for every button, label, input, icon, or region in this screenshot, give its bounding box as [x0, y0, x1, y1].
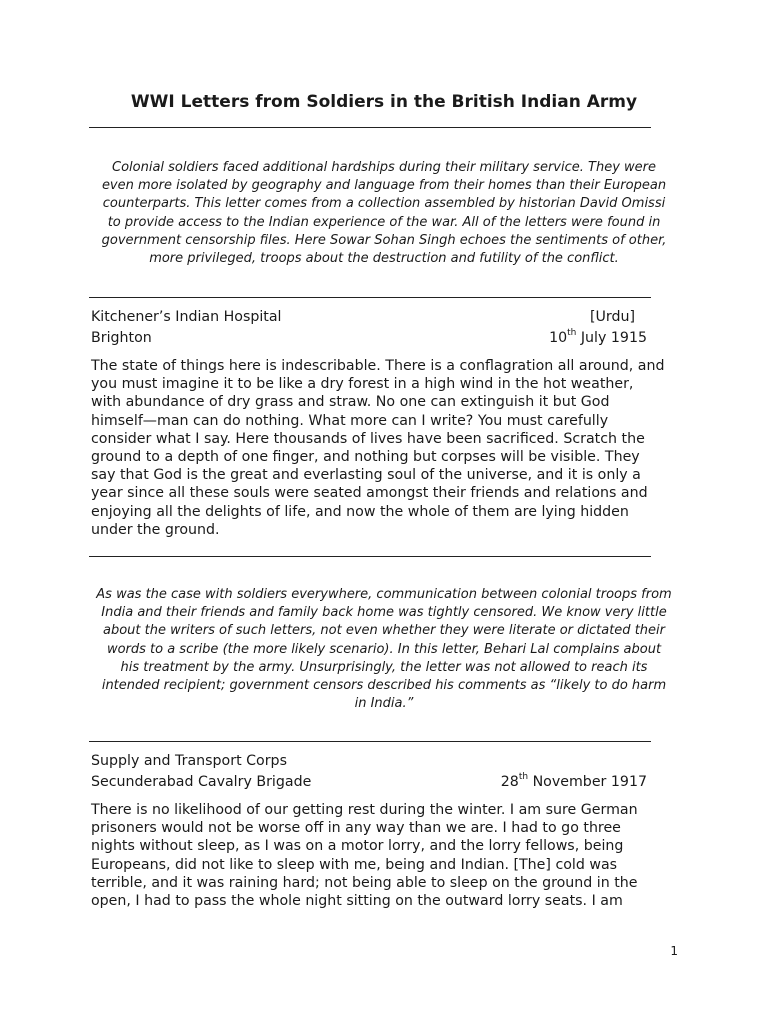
intro-line: As was the case with soldiers everywhere, communication between colonial troops from — [96, 587, 672, 602]
intro-line: even more isolated by geography and language from their homes than their European — [101, 178, 667, 194]
letter-2-brigade: Secunderabad Cavalry Brigade — [91, 774, 312, 790]
body-line: you must imagine it to be like a dry forest in a high wind in the hot weather, — [91, 376, 634, 393]
intro-line: in India.” — [354, 696, 414, 712]
body-line: enjoying all the delights of life, and now the whole of them are lying hidden — [91, 503, 629, 520]
letter-2-body — [91, 801, 671, 910]
intro-line: more privileged, troops about the destruction and futility of the conflict. — [149, 251, 619, 267]
letter-1-date: 10th July 1915 — [549, 328, 647, 346]
section-divider — [89, 297, 651, 298]
body-line: The state of things here is indescribable. There is a conflagration all around, and — [91, 358, 665, 374]
letter-2-header — [91, 751, 647, 793]
body-line: nights without sleep, as I was on a motor lorry, and the lorry fellows, being — [91, 838, 624, 855]
intro-line: Colonial soldiers faced additional hardships during their military service. They were — [112, 160, 656, 175]
page-number: 1 — [670, 944, 678, 958]
body-line: open, I had to pass the whole night sitting on the outward lorry seats. I am — [91, 893, 623, 910]
section-divider — [89, 556, 651, 557]
body-line: terrible, and it was raining hard; not being able to sleep on the ground in the — [91, 874, 638, 891]
body-line: under the ground. — [91, 521, 220, 538]
section-divider — [89, 741, 651, 742]
body-line: consider what I say. Here thousands of lives have been sacrificed. Scratch the — [91, 430, 645, 447]
intro-line: about the writers of such letters, not even whether they were literate or dictated their — [103, 623, 665, 639]
document-title: WWI Letters from Soldiers in the British Indian Army — [130, 92, 638, 112]
body-line: There is no likelihood of our getting rest during the winter. I am sure German — [91, 802, 638, 818]
body-line: ground to a depth of one finger, and nothing but corpses will be visible. They — [91, 449, 640, 466]
body-line: year since all these souls were seated amongst their friends and relations and — [91, 485, 648, 502]
body-line: with abundance of dry grass and straw. No one can extinguish it but God — [91, 394, 610, 411]
intro-paragraph-2 — [92, 586, 676, 713]
letter-2-unit: Supply and Transport Corps — [91, 753, 287, 769]
letter-1-place: Kitchener’s Indian Hospital — [91, 309, 282, 325]
letter-1-body — [91, 357, 671, 539]
letter-2-date: 28th November 1917 — [500, 772, 647, 790]
letter-1-city: Brighton — [91, 330, 152, 346]
intro-line: India and their friends and family back home was tightly censored. We know very little — [101, 605, 667, 621]
intro-line: to provide access to the Indian experience of the war. All of the letters were found in — [107, 214, 661, 230]
letter-1-header — [91, 307, 647, 349]
intro-paragraph-1 — [92, 159, 676, 268]
body-line: himself—man can do nothing. What more can I write? You must carefully — [91, 412, 609, 429]
body-line: Europeans, did not like to sleep with me, being and Indian. [The] cold was — [91, 856, 618, 873]
intro-line: government censorship files. Here Sowar Sohan Singh echoes the sentiments of other, — [101, 232, 667, 248]
title-divider — [89, 127, 651, 128]
body-line: prisoners would not be worse off in any way than we are. I had to go three — [91, 820, 621, 837]
intro-line: counterparts. This letter comes from a collection assembled by historian David Omissi — [102, 196, 666, 212]
letter-1-language: [Urdu] — [589, 309, 635, 325]
intro-line: words to a scribe (the more likely scenario). In this letter, Behari Lal complains about — [106, 641, 662, 657]
body-line: say that God is the great and everlasting soul of the universe, and it is only a — [91, 467, 641, 484]
intro-line: his treatment by the army. Unsurprisingly, the letter was not allowed to reach its — [120, 659, 648, 675]
intro-line: intended recipient; government censors described his comments as “likely to do harm — [101, 678, 667, 694]
